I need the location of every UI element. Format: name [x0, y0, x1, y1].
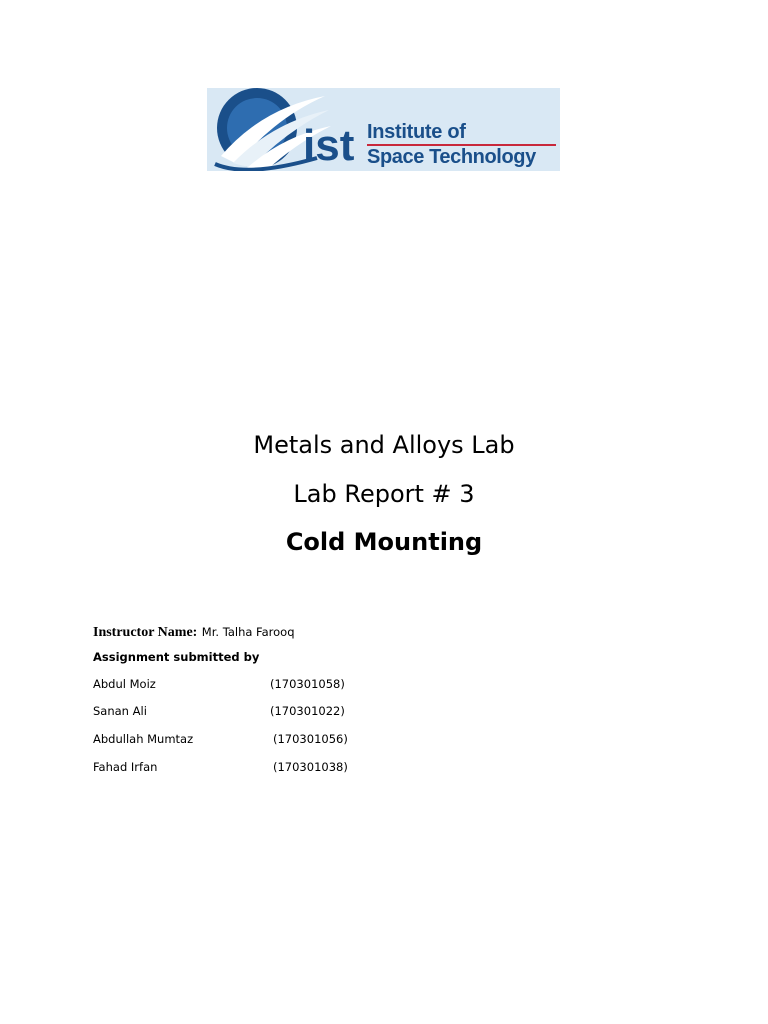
logo-line-institute: Institute of: [367, 121, 466, 143]
logo-line-space-technology: Space Technology: [367, 146, 536, 168]
course-title: Metals and Alloys Lab: [253, 431, 515, 459]
member-name: Abdul Moiz: [93, 677, 156, 691]
member-row: [93, 732, 393, 748]
member-row: [93, 704, 393, 720]
member-name: Fahad Irfan: [93, 760, 158, 774]
ist-mark: ist: [303, 121, 355, 170]
member-row: [93, 677, 393, 693]
report-topic: Cold Mounting: [285, 528, 483, 556]
member-id: (170301022): [270, 704, 345, 718]
institute-logo: [207, 88, 560, 171]
instructor-label: Instructor Name:: [93, 625, 198, 640]
submitted-by-label: Assignment submitted by: [93, 650, 260, 664]
member-name: Sanan Ali: [93, 704, 147, 718]
instructor-line: [93, 623, 295, 641]
report-number: Lab Report # 3: [293, 480, 475, 508]
member-id: (170301058): [270, 677, 345, 691]
member-name: Abdullah Mumtaz: [93, 732, 194, 746]
instructor-name: Mr. Talha Farooq: [201, 625, 295, 639]
member-id: (170301056): [273, 732, 348, 746]
member-id: (170301038): [273, 760, 348, 774]
member-row: [93, 760, 393, 776]
